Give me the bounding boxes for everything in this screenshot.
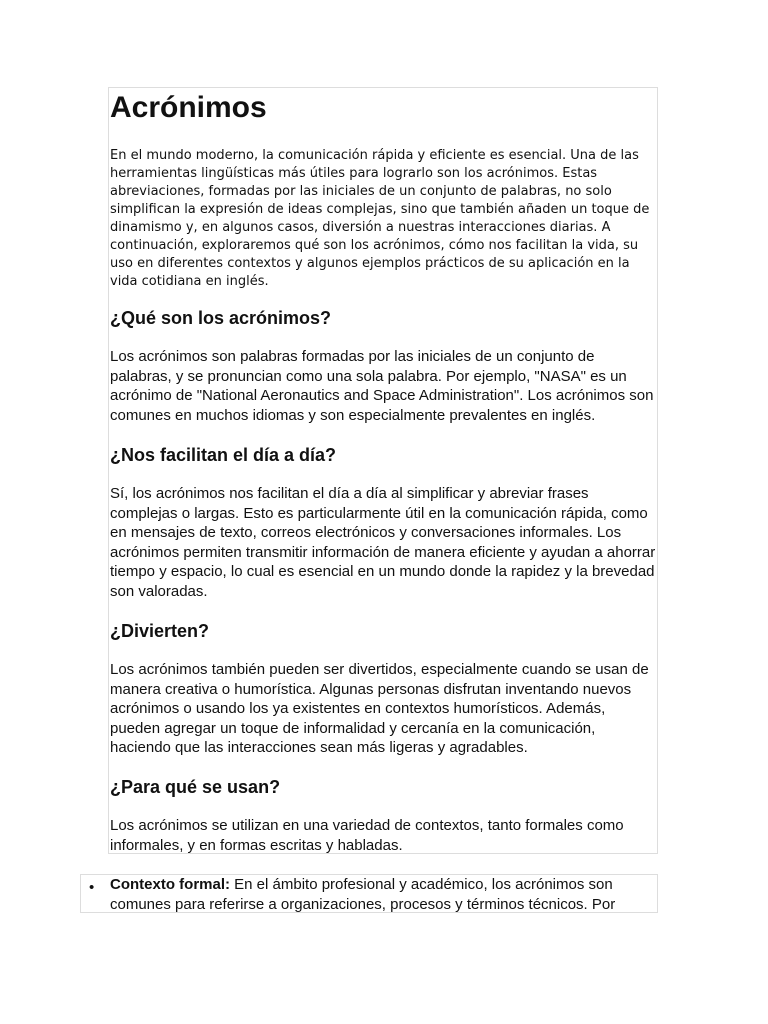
section-heading-para-que: ¿Para qué se usan? — [110, 777, 281, 797]
intro-paragraph: En el mundo moderno, la comunicación rápida y eficiente es esencial. Una de las herramientas lingüísticas más útiles para lograrlo son los acrónimos. Estas abreviaciones, formadas por las iniciales de un conjunto de palabras, no solo simplifican la expresión de ideas complejas, sino que también añaden un toque de dinamismo y, en algunos casos, diversión a nuestras interacciones diarias. A continuación, exploraremos qué son los acrónimos, cómo nos facilitan la vida, su uso en diferentes contextos y algunos ejemplos prácticos de su aplicación en la vida cotidiana en inglés. — [110, 148, 650, 289]
bullet-item-contexto-formal — [110, 875, 655, 913]
section-body-para-que: Los acrónimos se utilizan en una variedad de contextos, tanto formales como informales, y en formas escritas y habladas. — [110, 817, 624, 854]
document-content — [108, 87, 658, 854]
section-heading-facilitan: ¿Nos facilitan el día a día? — [110, 445, 337, 465]
section-heading-que-son: ¿Qué son los acrónimos? — [110, 308, 332, 328]
section-body-divierten: Los acrónimos también pueden ser divertidos, especialmente cuando se usan de manera creativa o humorística. Algunas personas disfrutan inventando nuevos acrónimos o usando los ya existentes en contextos humorísticos. Además, pueden agregar un toque de informalidad y cercanía en la comunicación, haciendo que las interacciones sean más ligeras y agradables. — [110, 661, 649, 756]
bullet-label: Contexto formal: — [110, 876, 230, 893]
section-body-que-son: Los acrónimos son palabras formadas por las iniciales de un conjunto de palabras, y se pronuncian como una sola palabra. Por ejemplo, "NASA" es un acrónimo de "National Aeronautics and Space Administration". Los acrónimos son comunes en muchos idiomas y son especialmente prevalentes en inglés. — [110, 348, 654, 424]
page-title: Acrónimos — [110, 91, 267, 124]
bullet-text: En el ámbito profesional y académico, los acrónimos son comunes para referirse a organizaciones, procesos y términos técnicos. Por — [110, 876, 616, 913]
section-body-facilitan: Sí, los acrónimos nos facilitan el día a día al simplificar y abreviar frases complejas o largas. Esto es particularmente útil en la comunicación rápida, como en mensajes de texto, correos electrónicos y conversaciones informales. Los acrónimos permiten transmitir información de manera eficiente y ayudan a ahorrar tiempo y espacio, lo cual es esencial en un mundo donde la rapidez y la brevedad son valoradas. — [110, 485, 656, 600]
bullet-list — [80, 874, 658, 913]
section-heading-divierten: ¿Divierten? — [110, 621, 210, 641]
bullet-marker: • — [89, 879, 95, 896]
